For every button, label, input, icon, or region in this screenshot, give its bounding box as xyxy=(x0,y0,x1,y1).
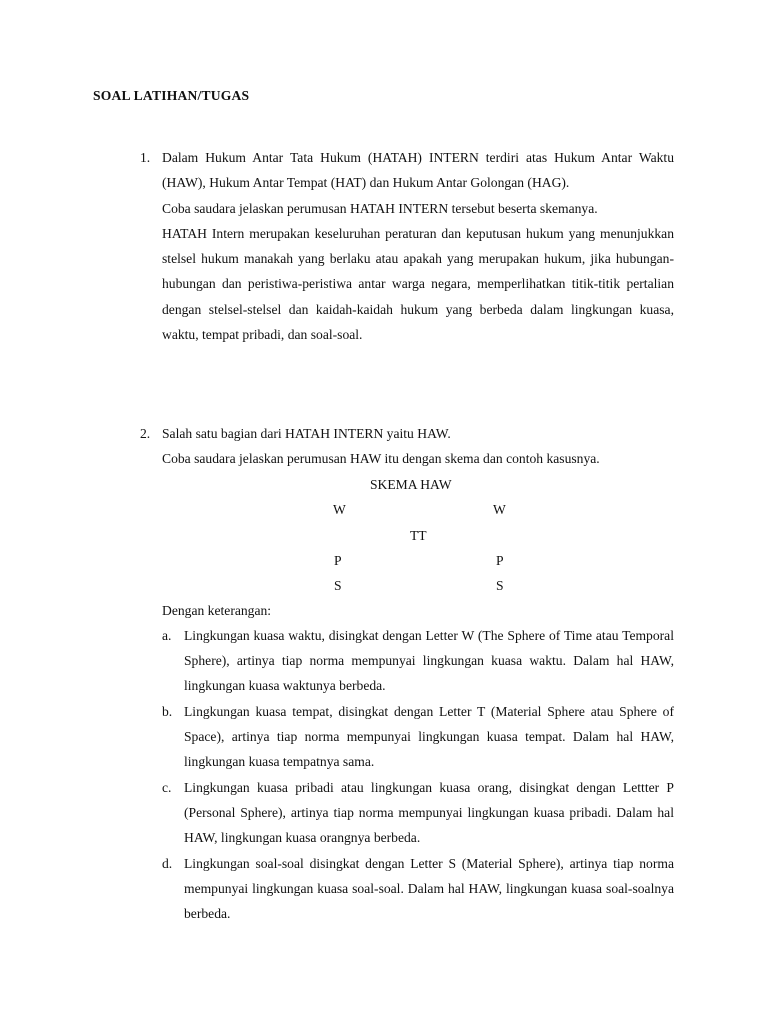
list-item-text: Lingkungan kuasa pribadi atau lingkungan kuasa orang, disingkat dengan Lettter P (Personal Sphere), artinya tiap norma mempunyai lingkungan kuasa pribadi. Dalam hal HAW, lingkungan kuasa orangnya berbeda. xyxy=(184,779,674,846)
question-number: 1. xyxy=(140,150,151,165)
list-item-text: Lingkungan kuasa waktu, disingkat dengan Letter W (The Sphere of Time atau Temporal Sphere), artinya tiap norma mempunyai lingkungan kuasa waktu. Dalam hal HAW, lingkungan kuasa waktunya berbeda. xyxy=(184,627,674,694)
list-item xyxy=(162,851,674,927)
schema-right-w: W xyxy=(493,501,506,517)
question-number: 2. xyxy=(140,426,151,441)
legend-intro: Dengan keterangan: xyxy=(162,602,272,618)
schema-title: SKEMA HAW xyxy=(370,476,452,492)
question-body xyxy=(162,145,674,347)
schema-right-s: S xyxy=(496,577,504,593)
answer-text: HATAH Intern merupakan keseluruhan peraturan dan keputusan hukum yang menunjukkan stelsel hukum manakah yang berlaku atau apakah yang merupakan hukum, jika hubungan-hubungan dan peristiwa-peristiwa antar warga negara, memperlihatkan titik-titik pertalian dengan stelsel-stelsel dan kaidah-kaidah hukum yang berbeda dalam lingkungan kuasa, waktu, tempat pribadi, dan soal-soal. xyxy=(162,225,674,343)
schema-center-tt: TT xyxy=(410,527,427,543)
list-item-letter: c. xyxy=(162,779,172,795)
legend-list xyxy=(162,623,674,927)
schema-left-p: P xyxy=(334,552,342,568)
list-item-letter: b. xyxy=(162,703,173,719)
schema-left-s: S xyxy=(334,577,342,593)
list-item-text: Lingkungan kuasa tempat, disingkat dengan Letter T (Material Sphere atau Sphere of Space), artinya tiap norma mempunyai lingkungan kuasa tempat. Dalam hal HAW, lingkungan kuasa tempatnya sama. xyxy=(184,703,674,770)
page-title: SOAL LATIHAN/TUGAS xyxy=(93,88,250,103)
question-text: Dalam Hukum Antar Tata Hukum (HATAH) INTERN terdiri atas Hukum Antar Waktu (HAW), Hukum Antar Tempat (HAT) dan Hukum Antar Golongan (HAG). xyxy=(162,150,674,191)
list-item-letter: d. xyxy=(162,855,173,871)
question-body xyxy=(162,421,674,926)
schema-left-w: W xyxy=(333,501,346,517)
list-item xyxy=(162,623,674,699)
list-item xyxy=(162,775,674,851)
list-item-letter: a. xyxy=(162,627,172,643)
question-text: Salah satu bagian dari HATAH INTERN yaitu HAW. xyxy=(162,426,451,441)
schema-right-p: P xyxy=(496,552,504,568)
list-item xyxy=(162,699,674,775)
question-instruction: Coba saudara jelaskan perumusan HAW itu dengan skema dan contoh kasusnya. xyxy=(162,451,600,467)
list-item-text: Lingkungan soal-soal disingkat dengan Letter S (Material Sphere), artinya tiap norma mempunyai lingkungan kuasa soal-soal. Dalam hal HAW, lingkungan kuasa soal-soalnya berbeda. xyxy=(184,855,674,922)
question-instruction: Coba saudara jelaskan perumusan HATAH INTERN tersebut beserta skemanya. xyxy=(162,200,598,216)
schema-haw xyxy=(162,472,674,598)
